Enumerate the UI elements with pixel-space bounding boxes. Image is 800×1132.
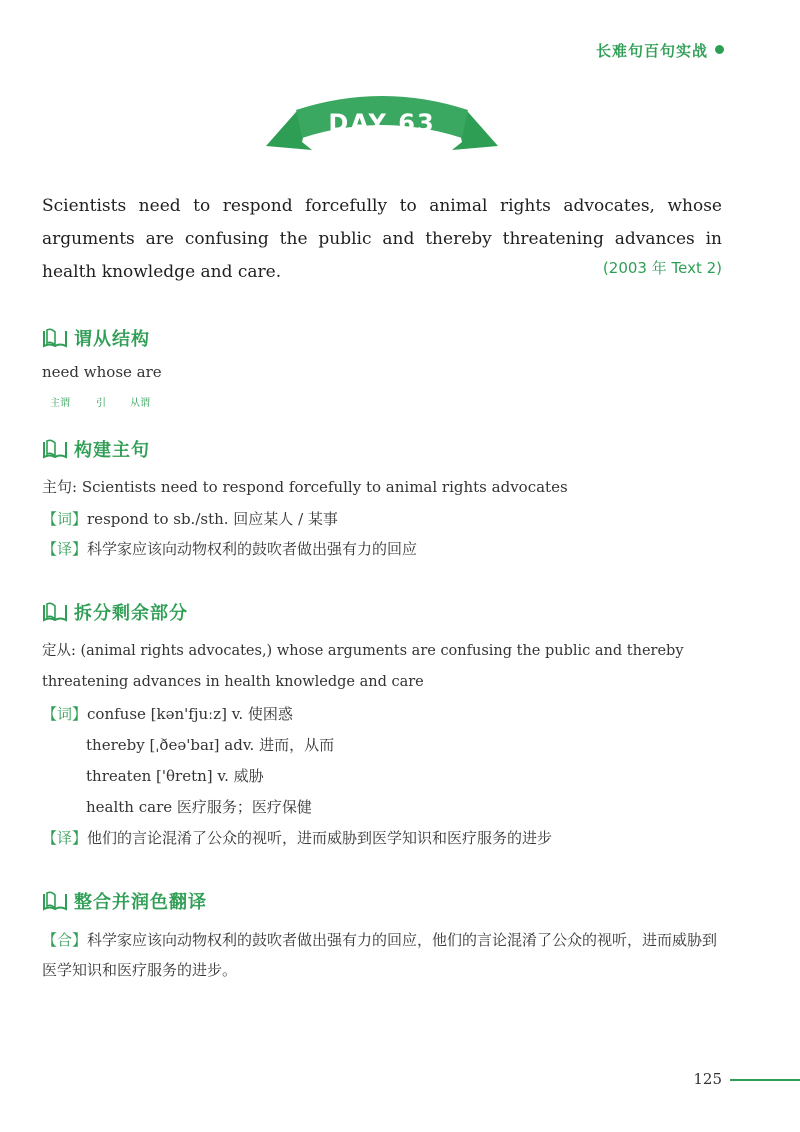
vocab-tag: 【词】 [42, 510, 88, 528]
page-number-rule [730, 1079, 800, 1081]
section-header-rest [42, 598, 188, 626]
line-text: : (animal rights advocates,) whose arguments are confusing the public and thereby threatening advances in health knowledge and care [42, 643, 684, 690]
rest-clause-line [42, 636, 732, 698]
combine-tag: 【合】 [42, 931, 88, 949]
day-banner [266, 88, 498, 152]
line-label: 主句 [42, 478, 73, 496]
book-icon [42, 327, 68, 349]
section-header-predicate [42, 324, 150, 352]
section-title: 构建主句 [74, 440, 150, 461]
series-title: 长难句百句实战 [595, 42, 708, 60]
vocab-confuse: confuse [kən'fjuːz] v. 使困惑 [87, 705, 293, 723]
combined-text: 科学家应该向动物权利的鼓吹者做出强有力的回应，他们的言论混淆了公众的视听，进而威胁到医学知识和医疗服务的进步。 [42, 931, 718, 979]
section-header-main-clause [42, 435, 150, 463]
day-label: DAY 63 [328, 109, 436, 137]
translation-text: 科学家应该向动物权利的鼓吹者做出强有力的回应 [87, 540, 418, 558]
vocab-tag: 【词】 [42, 705, 88, 723]
book-icon [42, 601, 68, 623]
section-title: 谓从结构 [74, 329, 150, 350]
rest-vocab-first [42, 699, 732, 729]
book-icon [42, 438, 68, 460]
section-title: 拆分剩余部分 [74, 603, 188, 624]
tag-relative: 引 [96, 398, 106, 409]
section-title: 整合并润色翻译 [74, 892, 207, 913]
line-text: : Scientists need to respond forcefully to animal rights advocates [72, 478, 568, 496]
vocab-threaten: threaten ['θretn] v. 威胁 [86, 767, 264, 785]
sentence-source: (2003 年 Text 2) [602, 259, 722, 277]
page-number: 125 [693, 1070, 722, 1088]
tag-sub-predicate: 从谓 [130, 398, 150, 409]
main-clause-line [42, 472, 732, 502]
section-header-combine [42, 887, 207, 915]
predicate-words: need whose are [42, 363, 162, 381]
main-clause-translation [42, 534, 732, 564]
translation-tag: 【译】 [42, 540, 88, 558]
combined-translation [42, 925, 732, 985]
vocab-text: respond to sb./sth. 回应某人 / 某事 [87, 510, 338, 528]
book-icon [42, 890, 68, 912]
translation-tag: 【译】 [42, 829, 88, 847]
vocab-health-care: health care 医疗服务；医疗保健 [86, 798, 312, 816]
tag-main-predicate: 主谓 [50, 398, 70, 409]
main-clause-vocab [42, 504, 732, 534]
main-sentence: Scientists need to respond forcefully to animal rights advocates, whose arguments are confusing the public and thereby threatening advances in health knowledge and care. [42, 196, 722, 282]
translation-text: 他们的言论混淆了公众的视听，进而威胁到医学知识和医疗服务的进步 [87, 829, 553, 847]
rest-translation [42, 823, 732, 853]
vocab-thereby: thereby [ˌðeə'baɪ] adv. 进而，从而 [86, 736, 335, 754]
header-dot-icon [715, 45, 724, 54]
line-label: 定从 [42, 643, 71, 659]
